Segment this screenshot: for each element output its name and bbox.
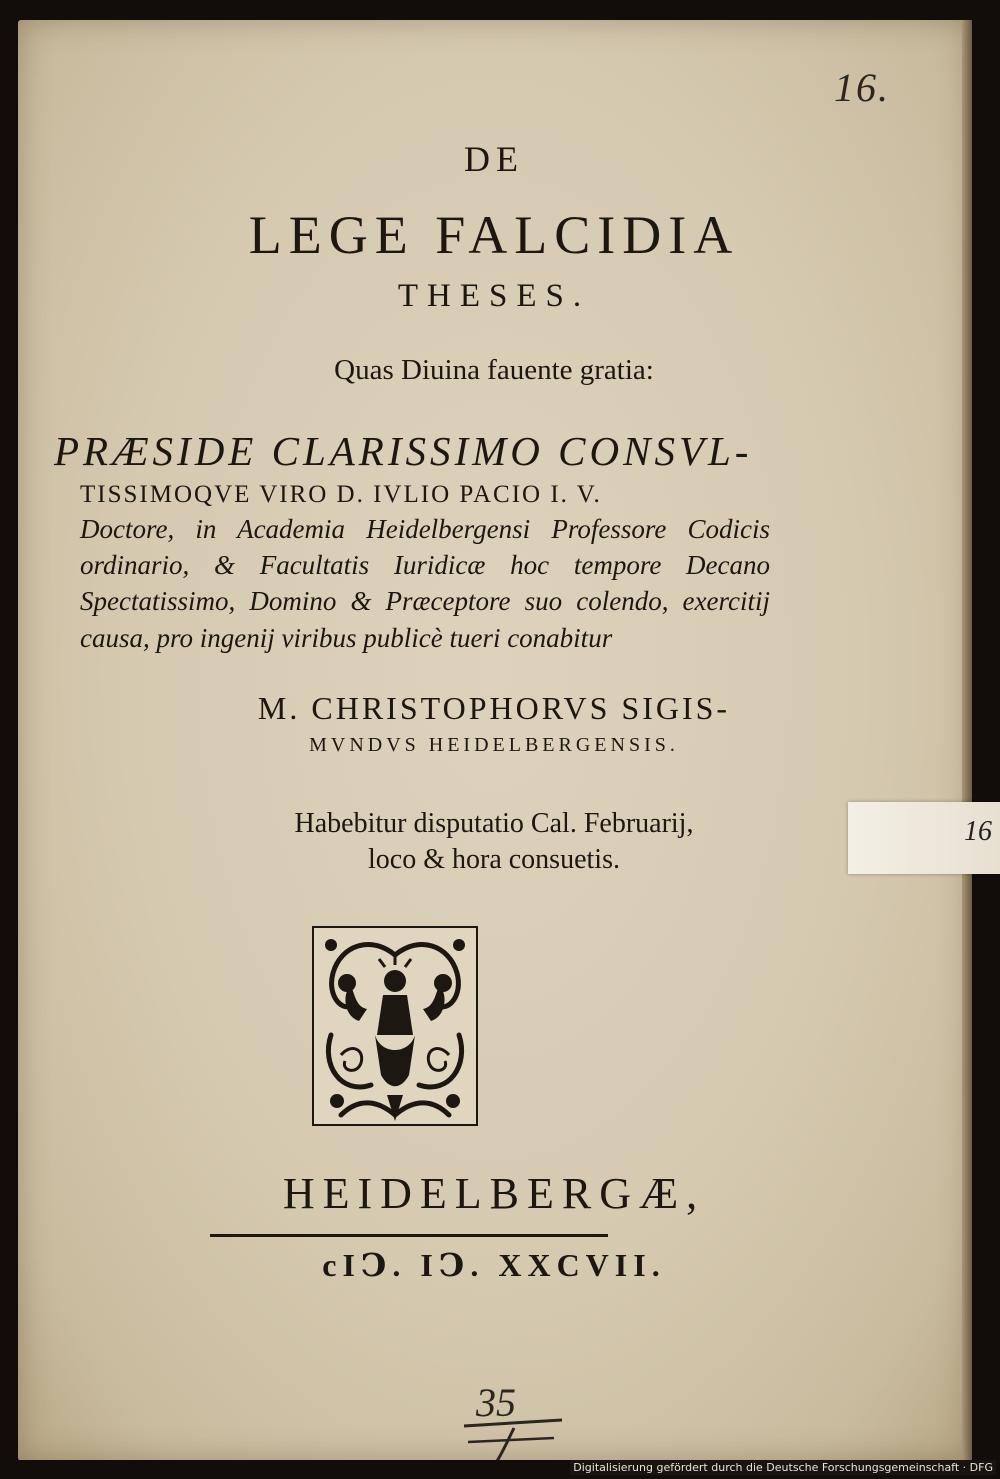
page-edge (962, 20, 972, 1460)
bookmark-slip (848, 802, 1000, 874)
handwritten-shelfmark (458, 1380, 578, 1460)
book-page (18, 20, 970, 1460)
main-title: LEGE FALCIDIA (248, 205, 740, 265)
imprint-year: cIↃ. IↃ. XXCVII. (322, 1247, 666, 1283)
disputation-note (18, 806, 970, 879)
handwritten-page-number: 16. (834, 65, 890, 110)
subtitle: Quas Diuina fauente gratia: (334, 354, 654, 386)
praeses-block (54, 424, 774, 656)
disputation-line-1: Habebitur disputatio Cal. Februarij, (294, 808, 694, 839)
imprint-city: HEIDELBERGÆ, (282, 1169, 706, 1218)
author-line-2: MVNDVS HEIDELBERGENSIS. (309, 734, 679, 756)
praeses-line-2: TISSIMOQVE VIRO D. IVLIO PACIO I. V. (80, 481, 602, 509)
disputation-line-2: loco & hora consuetis. (368, 844, 620, 876)
digitization-credit: Digitalisierung gefördert durch die Deutsche Forschungsgemeinschaft · DFG (570, 1460, 996, 1475)
printer-device-ornament-icon (311, 925, 479, 1127)
author-line-1: M. CHRISTOPHORVS SIGIS- (257, 690, 731, 726)
praeses-line-1: PRÆSIDE CLARISSIMO CONSVL- (54, 428, 753, 474)
title-theses: THESES. (397, 278, 591, 314)
imprint-rule (210, 1234, 608, 1237)
shelfmark-number: 35 (476, 1380, 516, 1425)
slip-number: 16 (964, 816, 992, 847)
title-prefix: DE (464, 139, 524, 179)
praeses-body: Doctore, in Academia Heidelbergensi Professore Codicis ordinario, & Facultatis Iuridicæ hoc tempore Decano Spectatissimo, Domino & Præceptore suo colendo, exercitij causa, pro ingenij viribus publicè tueri conabitur (80, 514, 770, 653)
